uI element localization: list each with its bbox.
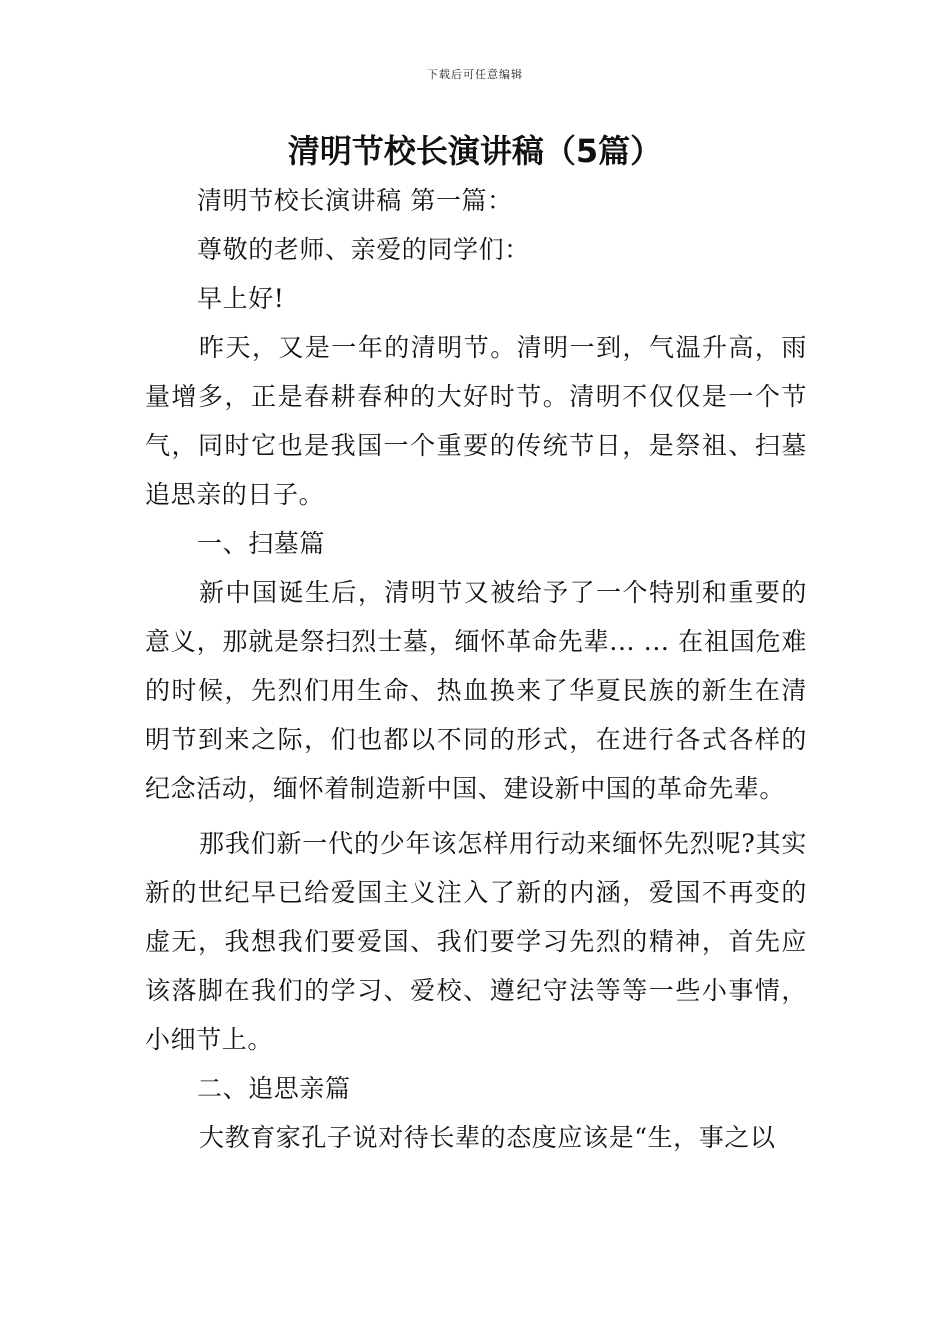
subheading-tomb-sweeping: 一、扫墓篇	[197, 529, 326, 558]
body-paragraph: 大教育家孔子说对待长辈的态度应该是“生，事之以	[199, 1123, 776, 1152]
greeting: 早上好!	[197, 284, 285, 313]
document-body	[145, 176, 807, 1162]
body-paragraph: 昨天，又是一年的清明节。清明一到，气温升高，雨量增多，正是春耕春种的大好时节。清明不仅仅是一个节气，同时它也是我国一个重要的传统节日，是祭祖、扫墓追思亲的日子。	[145, 333, 807, 509]
body-paragraph: 那我们新一代的少年该怎样用行动来缅怀先烈呢?其实新的世纪早已给爱国主义注入了新的内涵，爱国不再变的虚无，我想我们要爱国、我们要学习先烈的精神，首先应该落脚在我们的学习、爱校、遵纪守法等等一些小事情，小细节上。	[145, 829, 807, 1054]
document-title: 清明节校长演讲稿（5篇）	[287, 132, 663, 170]
body-paragraph: 新中国诞生后，清明节又被给予了一个特别和重要的意义，那就是祭扫烈士墓，缅怀革命先辈... ... 在祖国危难的时候，先烈们用生命、热血换来了华夏民族的新生在清明节到来之际，们也都以不同的形式，在进行各式各样的纪念活动，缅怀着制造新中国、建设新中国的革命先辈。	[145, 578, 807, 803]
page-header-note: 下载后可任意编辑	[427, 68, 523, 81]
section-heading-first: 清明节校长演讲稿 第一篇：	[197, 186, 513, 215]
salutation: 尊敬的老师、亲爱的同学们：	[197, 235, 530, 264]
subheading-remembering-relatives: 二、追思亲篇	[197, 1074, 351, 1103]
